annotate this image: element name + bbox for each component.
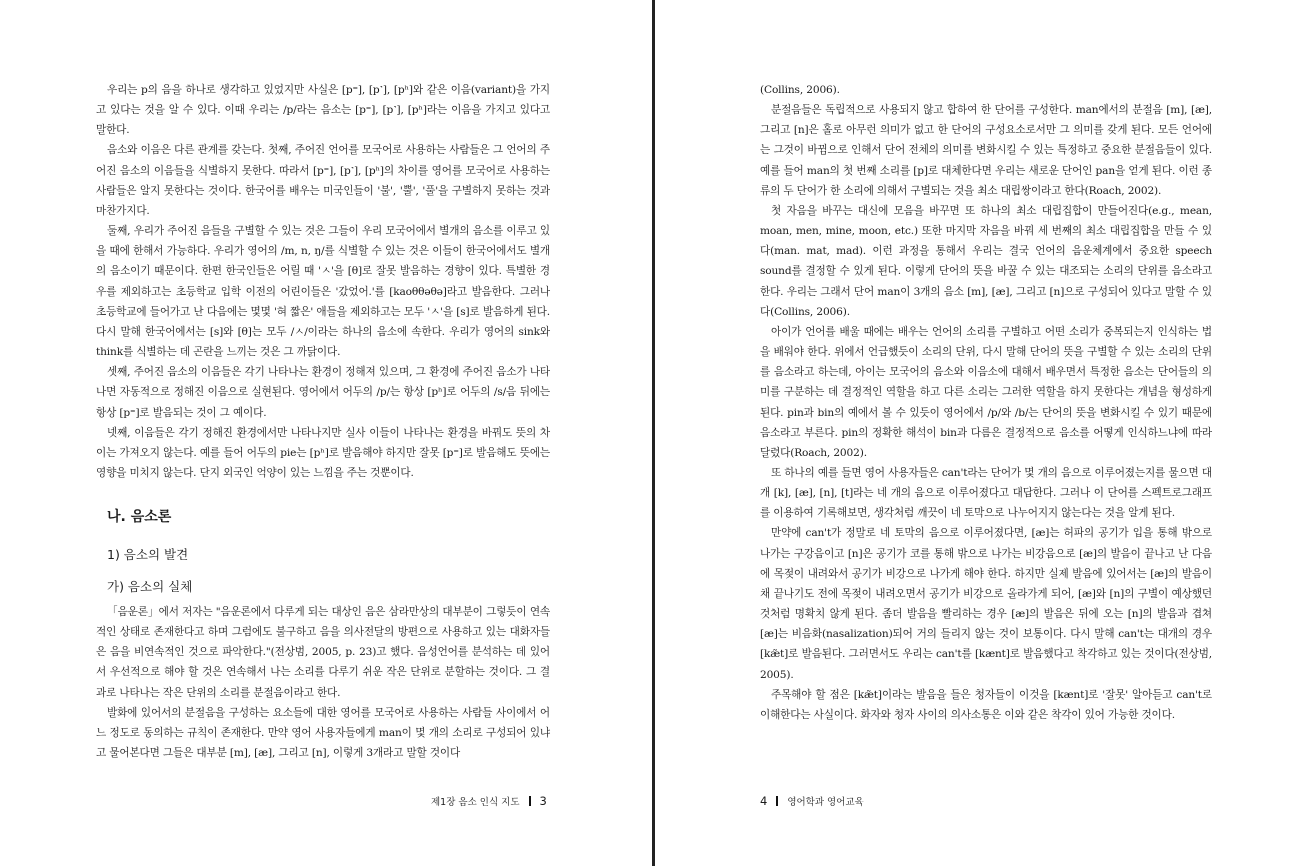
paragraph: 주목해야 할 점은 [kæ̃t]이라는 발음을 들은 청자들이 이것을 [kænt]로 '잘못' 알아듣고 can't로 이해한다는 사실이다. 화자와 청자 사이의 의사소통은 이와 같은 착각이 있어 가능한 것이다. (760, 688, 1212, 721)
paragraph: 만약에 can't가 정말로 네 토막의 음으로 이루어졌다면, [æ]는 허파의 공기가 입을 통해 밖으로 나가는 구강음이고 [n]은 공기가 코를 통해 밖으로 나가는 비강음으로 [æ]의 발음이 끝나고 난 다음에 목젖이 내려와서 공기가 비강으로 나가게 해야 한다. 하지만 실제 발음에 있어서는 [æ]의 발음이 채 끝나기도 전에 목젖이 내려오면서 공기가 비강으로 올라가게 되어, [æ]와 [n]의 구별이 예상했던 것처럼 명확치 않게 된다. 좀더 발음을 빨리하는 경우 [æ]의 발음은 뒤에 오는 [n]의 발음과 겹쳐 [æ]는 비음화(nasalization)되어 거의 들리지 않는 것이 보통이다. 다시 말해 can't는 대개의 경우 [kæ̃t]로 발음된다. 그러면서도 우리는 can't를 [kænt]로 발음했다고 착각하고 있는 것이다(전상범, 2005). (760, 527, 1212, 681)
paragraph: 아이가 언어를 배울 때에는 배우는 언어의 소리를 구별하고 어떤 소리가 중복되는지 인식하는 법을 배워야 한다. 위에서 언급했듯이 소리의 단위, 다시 말해 단어의 뜻을 구별할 수 있는 소리의 단위를 음소라고 하는데, 아이는 모국어의 음소와 이음소에 대해서 배우면서 특정한 음소는 단어들의 의미를 구분하는 데 결정적인 역할을 하고 다른 소리는 그러한 역할을 하지 못한다는 개념을 형성하게 된다. pin과 bin의 예에서 볼 수 있듯이 영어에서 /p/와 /b/는 단어의 뜻을 변화시킬 수 있기 때문에 음소라고 부른다. pin의 정확한 해석이 bin과 다름은 결정적으로 음소를 어떻게 인식하느냐에 따라 달렸다(Roach, 2002). (760, 325, 1212, 459)
left-body-lower (96, 602, 550, 763)
paragraph: 첫 자음을 바꾸는 대신에 모음을 바꾸면 또 하나의 최소 대립집합이 만들어진다(e.g., mean, moan, men, mine, moon, etc.) 또한 마지막 자음을 바꿔 세 번째의 최소 대립집합을 만들 수 있다(man. mat, mad). 이런 과정을 통해서 우리는 결국 언어의 음운체계에서 중요한 speech sound를 결정할 수 있게 된다. 이렇게 단어의 뜻을 바꿀 수 있는 대조되는 소리의 단위를 음소라고 한다. 우리는 그래서 단어 man이 3개의 음소 [m], [æ], 그리고 [n]으로 구성되어 있다고 말할 수 있다(Collins, 2006). (760, 204, 1212, 318)
page-footer (760, 794, 864, 808)
footer-separator (529, 796, 531, 806)
right-body (760, 80, 1212, 725)
paragraph: 넷째, 이음들은 각기 정해진 환경에서만 나타나지만 실사 이들이 나타나는 환경을 바꿔도 뜻의 차이는 가져오지 않는다. 예를 들어 어두의 pie는 [pʰ]로 발음해야 하지만 잘못 [p⁼]로 발음해도 뜻에는 영향을 미치지 않는다. 단지 외국인 억양이 있는 느낌을 주는 것뿐이다. (96, 426, 550, 479)
footer-separator (776, 796, 778, 806)
paragraph: 분절음들은 독립적으로 사용되지 않고 합하여 한 단어를 구성한다. man에서의 분절음 [m], [æ], 그리고 [n]은 홀로 아무런 의미가 없고 한 단어의 구성요소로서만 그 의미를 갖게 된다. 모든 언어에는 그것이 바뀜으로 인해서 단어 전체의 의미를 변화시킬 수 있는 특정하고 중요한 분절음들이 있다. 예를 들어 man의 첫 번째 소리를 [p]로 대체한다면 우리는 새로운 단어인 pan을 얻게 된다. 이런 종류의 두 단어가 한 소리에 의해서 구별되는 것을 최소 대립쌍이라고 한다(Roach, 2002). (760, 104, 1212, 197)
paragraph: 둘째, 우리가 주어진 음들을 구별할 수 있는 것은 그들이 우리 모국어에서 별개의 음소를 이루고 있을 때에 한해서 가능하다. 우리가 영어의 /m, n, ŋ/를 식별할 수 있는 것은 이들이 한국어에서도 별개의 음소이기 때문이다. 한편 한국인들은 어릴 때 'ㅅ'을 [θ]로 잘못 발음하는 경향이 있다. 특별한 경우를 제외하고는 초등학교 입학 이전의 어린이들은 '갔었어.'를 [kaoθθəθə]라고 발음한다. 그러나 초등학교에 들어가고 난 다음에는 몇몇 '혀 짧은' 애들을 제외하고는 모두 'ㅅ'을 [s]로 발음하게 된다. 다시 말해 한국어에서는 [s]와 [θ]는 모두 /ㅅ/이라는 하나의 음소에 속한다. 우리가 영어의 sink와 think를 식별하는 데 곤란을 느끼는 것은 그 까닭이다. (96, 225, 550, 359)
subsection-heading: 1) 음소의 발견 (107, 547, 189, 562)
page-divider (652, 0, 655, 866)
paragraph: 「음운론」에서 저자는 "음운론에서 다루게 되는 대상인 음은 삼라만상의 대부분이 그렇듯이 연속적인 상태로 존재한다고 하며 그럼에도 불구하고 음을 의사전달의 방편으로 사용하고 있는 대화자들은 음을 비연속적인 것으로 파악한다."(전상범, 2005, p. 23)고 했다. 음성언어를 분석하는 데 있어서 우선적으로 해야 할 것은 연속해서 나는 소리를 다루기 쉬운 작은 단위로 분할하는 것이다. 그 결과로 나타나는 작은 단위의 소리를 분절음이라고 한다. (96, 606, 550, 699)
paragraph: 셋째, 주어진 음소의 이음들은 각기 나타나는 환경이 정해져 있으며, 그 환경에 주어진 음소가 나타나면 자동적으로 정해진 이음으로 실현된다. 영어에서 어두의 /p/는 항상 [pʰ]로 어두의 /s/음 뒤에는 항상 [p⁼]로 발음되는 것이 그 예이다. (96, 366, 550, 419)
page-number: 3 (539, 794, 547, 808)
page-footer (431, 794, 547, 808)
paragraph: 또 하나의 예를 들면 영어 사용자들은 can't라는 단어가 몇 개의 음으로 이루어졌는지를 물으면 대개 [k], [æ], [n], [t]라는 네 개의 음으로 이루어졌다고 대답한다. 그러나 이 단어를 스펙트로그래프를 이용하여 기록해보면, 생각처럼 깨끗이 네 토막으로 나누어지지 않는다는 것을 알게 된다. (760, 466, 1212, 520)
paragraph: 발화에 있어서의 분절음을 구성하는 요소들에 대한 영어를 모국어로 사용하는 사람들 사이에서 어느 정도로 동의하는 규칙이 존재한다. 만약 영어 사용자들에게 man이 몇 개의 소리로 구성되어 있냐고 물어본다면 그들은 대부분 [m], [æ], 그리고 [n], 이렇게 3개라고 말할 것이다 (96, 706, 550, 760)
footer-book-label: 영어학과 영어교육 (787, 797, 864, 808)
right-page (656, 0, 1304, 866)
page-number: 4 (760, 794, 768, 808)
subsubsection-heading: 가) 음소의 실체 (107, 579, 193, 594)
paragraph: 우리는 p의 음을 하나로 생각하고 있었지만 사실은 [p⁼], [p˺], [pʰ]와 같은 이음(variant)을 가지고 있다는 것을 알 수 있다. 이때 우리는 /p/라는 음소는 [p⁼], [p˺], [pʰ]라는 이음을 가지고 있다고 말한다. (96, 84, 550, 137)
footer-chapter-label: 제1장 음소 인식 지도 (431, 797, 520, 808)
left-body-upper (96, 80, 550, 483)
paragraph: (Collins, 2006). (760, 84, 840, 96)
section-heading: 나. 음소론 (107, 509, 172, 525)
paragraph: 음소와 이음은 다른 관계를 갖는다. 첫째, 주어진 언어를 모국어로 사용하는 사람들은 그 언어의 주어진 음소의 이음들을 식별하지 못한다. 따라서 [p⁼], [p˺], [pʰ]의 차이를 영어를 모국어로 사용하는 사람들은 알지 못한다는 것이다. 한국어를 배우는 미국인들이 '불', '뿔', '풀'을 구별하지 못하는 것과 마찬가지다. (96, 144, 550, 217)
